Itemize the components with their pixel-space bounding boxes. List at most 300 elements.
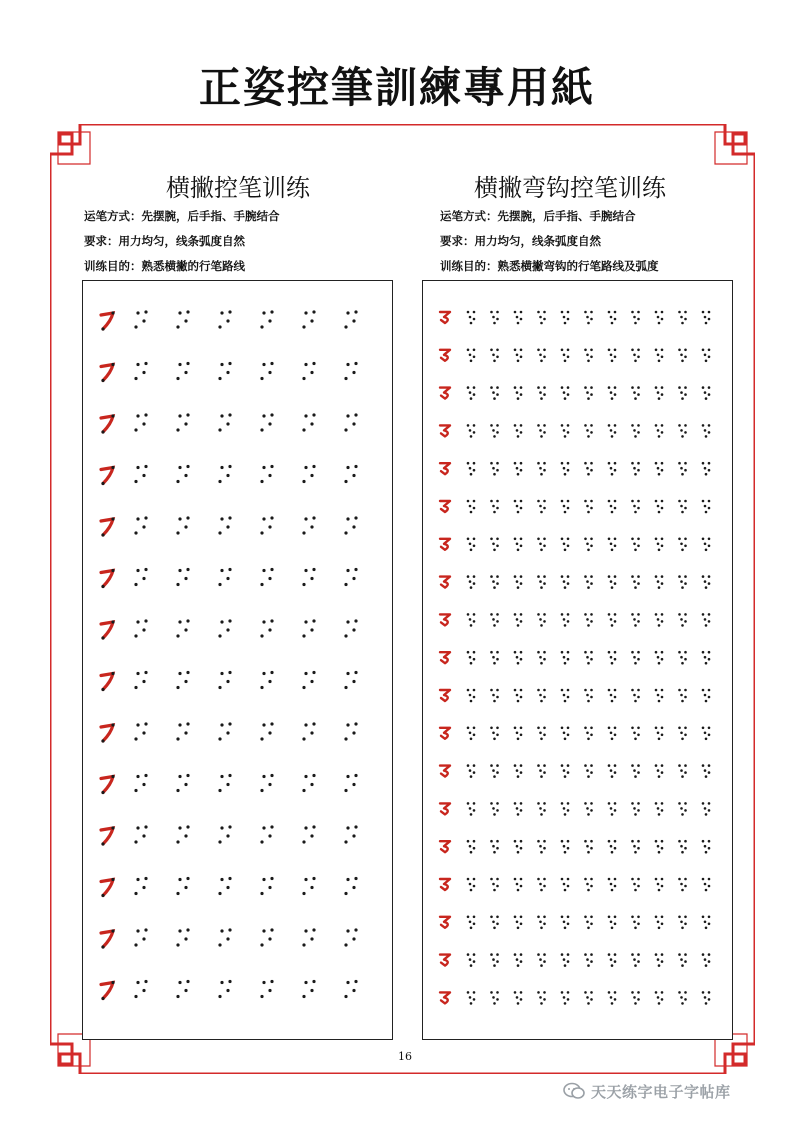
dot-guide [514,613,523,627]
dot-guide [490,727,499,741]
practice-row [440,953,710,967]
dot-guide [608,500,617,514]
practice-row [440,462,710,476]
dot-guide [537,462,546,476]
dot-guide [537,916,546,930]
dot-guide [537,840,546,854]
dot-guide [608,727,617,741]
traced-stroke [440,388,450,399]
dot-guide [608,538,617,552]
dot-guide [655,386,664,400]
dot-guide [561,386,570,400]
dot-guide [134,825,147,843]
dot-guide [302,774,315,792]
dot-guide [302,568,315,586]
dot-guide [584,727,593,741]
dot-guide [631,349,640,363]
traced-stroke [101,571,113,587]
dot-guide [537,613,546,627]
traced-stroke [440,917,450,928]
dot-guide [702,840,711,854]
dot-guide [702,349,711,363]
dot-guide [176,362,189,380]
dot-guide [514,311,523,325]
traced-stroke [101,828,113,844]
dot-guide [561,953,570,967]
dot-guide [561,764,570,778]
dot-guide [490,991,499,1005]
dot-guide [467,991,476,1005]
dot-guide [584,500,593,514]
dot-guide [260,310,273,328]
dot-guide [631,462,640,476]
dot-guide [702,613,711,627]
dot-guide [302,825,315,843]
left-practice-box [82,280,393,1040]
dot-guide [537,311,546,325]
dot-guide [218,980,231,998]
dot-guide [631,689,640,703]
traced-stroke [440,463,450,474]
dot-guide [467,727,476,741]
dot-guide [134,568,147,586]
dot-guide [537,727,546,741]
dot-guide [176,465,189,483]
dot-guide [344,877,357,895]
dot-guide [490,840,499,854]
dot-guide [467,764,476,778]
dot-guide [561,991,570,1005]
dot-guide [467,613,476,627]
dot-guide [218,516,231,534]
dot-guide [584,311,593,325]
dot-guide [134,516,147,534]
dot-guide [514,424,523,438]
dot-guide [218,310,231,328]
dot-guide [584,538,593,552]
dot-guide [608,651,617,665]
traced-stroke [440,425,450,436]
dot-guide [344,722,357,740]
dot-guide [584,424,593,438]
watermark [563,1080,731,1102]
dot-guide [467,840,476,854]
dot-guide [655,840,664,854]
dot-guide [514,462,523,476]
dot-guide [490,689,499,703]
dot-guide [631,991,640,1005]
traced-stroke [101,725,113,741]
dot-guide [490,764,499,778]
dot-guide [490,386,499,400]
dot-guide [218,568,231,586]
dot-guide [608,916,617,930]
dot-guide [631,500,640,514]
dot-guide [678,727,687,741]
dot-guide [678,538,687,552]
dot-guide [631,613,640,627]
dot-guide [490,462,499,476]
dot-guide [561,840,570,854]
traced-stroke [440,803,450,814]
dot-guide [702,651,711,665]
dot-guide [702,764,711,778]
dot-guide [537,651,546,665]
left-info-method: 运笔方式：先摆腕，后手指、手腕结合 [84,209,280,223]
dot-guide [702,500,711,514]
right-practice-grid [423,281,734,1041]
dot-guide [260,516,273,534]
dot-guide [631,424,640,438]
dot-guide [678,349,687,363]
dot-guide [561,462,570,476]
dot-guide [537,802,546,816]
dot-guide [702,538,711,552]
dot-guide [584,462,593,476]
dot-guide [584,575,593,589]
dot-guide [467,878,476,892]
dot-guide [467,802,476,816]
dot-guide [537,689,546,703]
dot-guide [344,825,357,843]
dot-guide [260,362,273,380]
practice-row [440,613,710,627]
dot-guide [260,774,273,792]
dot-guide [134,362,147,380]
dot-guide [702,575,711,589]
dot-guide [655,953,664,967]
practice-row [440,575,710,589]
dot-guide [134,877,147,895]
traced-stroke [101,416,113,432]
watermark-text: 天天练字电子字帖库 [591,1082,731,1101]
dot-guide [678,651,687,665]
practice-row [101,774,358,794]
dot-guide [514,840,523,854]
dot-guide [467,651,476,665]
dot-guide [584,840,593,854]
traced-stroke [440,879,450,890]
dot-guide [537,386,546,400]
dot-guide [537,764,546,778]
dot-guide [584,764,593,778]
dot-guide [218,722,231,740]
dot-guide [655,311,664,325]
dot-guide [467,349,476,363]
dot-guide [218,362,231,380]
dot-guide [260,465,273,483]
dot-guide [702,916,711,930]
dot-guide [655,727,664,741]
practice-row [440,727,710,741]
dot-guide [302,928,315,946]
dot-guide [302,980,315,998]
chat-bubble-icon [563,1082,585,1100]
dot-guide [302,310,315,328]
traced-stroke [440,728,450,739]
dot-guide [134,980,147,998]
dot-guide [490,651,499,665]
dot-guide [176,516,189,534]
dot-guide [218,825,231,843]
traced-stroke [440,652,450,663]
practice-row [101,310,358,330]
dot-guide [490,802,499,816]
dot-guide [702,689,711,703]
dot-guide [561,651,570,665]
dot-guide [537,878,546,892]
dot-guide [702,727,711,741]
dot-guide [218,619,231,637]
traced-stroke [440,577,450,588]
dot-guide [134,722,147,740]
practice-row [101,722,358,742]
dot-guide [655,424,664,438]
dot-guide [490,953,499,967]
dot-guide [218,465,231,483]
dot-guide [584,349,593,363]
dot-guide [608,613,617,627]
dot-guide [678,991,687,1005]
traced-stroke [101,519,113,535]
dot-guide [561,689,570,703]
dot-guide [678,953,687,967]
dot-guide [702,878,711,892]
dot-guide [608,689,617,703]
dot-guide [514,764,523,778]
practice-row [440,311,710,325]
right-info-requirement: 要求：用力均匀，线条弧度自然 [440,234,601,248]
traced-stroke [440,766,450,777]
dot-guide [584,613,593,627]
dot-guide [678,500,687,514]
dot-guide [467,424,476,438]
dot-guide [218,413,231,431]
dot-guide [678,311,687,325]
practice-row [101,825,358,845]
dot-guide [302,671,315,689]
dot-guide [631,802,640,816]
dot-guide [176,825,189,843]
practice-row [440,916,710,930]
dot-guide [302,619,315,637]
dot-guide [608,424,617,438]
dot-guide [631,575,640,589]
dot-guide [344,671,357,689]
traced-stroke [440,690,450,701]
dot-guide [608,991,617,1005]
dot-guide [702,424,711,438]
dot-guide [490,613,499,627]
dot-guide [608,840,617,854]
practice-row [440,424,710,438]
practice-row [440,538,710,552]
dot-guide [561,916,570,930]
dot-guide [134,413,147,431]
traced-stroke [440,614,450,625]
dot-guide [176,980,189,998]
traced-stroke [101,674,113,690]
right-info-purpose: 训练目的：熟悉横撇弯钩的行笔路线及弧度 [440,259,659,273]
left-info-purpose: 训练目的：熟悉横撇的行笔路线 [84,259,245,273]
dot-guide [678,878,687,892]
practice-row [101,465,358,485]
dot-guide [490,916,499,930]
dot-guide [537,349,546,363]
dot-guide [678,802,687,816]
traced-stroke [101,880,113,896]
traced-stroke [101,468,113,484]
dot-guide [608,953,617,967]
dot-guide [490,538,499,552]
dot-guide [134,928,147,946]
dot-guide [260,980,273,998]
practice-row [101,362,358,382]
traced-stroke [440,955,450,966]
dot-guide [631,727,640,741]
dot-guide [608,802,617,816]
traced-stroke [440,312,450,323]
dot-guide [467,575,476,589]
dot-guide [608,311,617,325]
dot-guide [514,802,523,816]
practice-row [440,651,710,665]
dot-guide [344,980,357,998]
dot-guide [561,424,570,438]
practice-row [101,568,358,588]
dot-guide [561,613,570,627]
dot-guide [537,538,546,552]
dot-guide [490,311,499,325]
dot-guide [344,516,357,534]
dot-guide [655,689,664,703]
dot-guide [584,916,593,930]
dot-guide [302,516,315,534]
right-practice-box [422,280,733,1040]
dot-guide [608,878,617,892]
dot-guide [655,462,664,476]
traced-stroke [440,841,450,852]
practice-row [101,619,358,639]
dot-guide [467,386,476,400]
dot-guide [655,991,664,1005]
dot-guide [561,575,570,589]
practice-row [440,802,710,816]
dot-guide [608,462,617,476]
dot-guide [260,619,273,637]
dot-guide [344,310,357,328]
dot-guide [561,311,570,325]
dot-guide [702,311,711,325]
traced-stroke [440,501,450,512]
dot-guide [490,349,499,363]
dot-guide [344,928,357,946]
dot-guide [678,424,687,438]
dot-guide [584,878,593,892]
dot-guide [631,651,640,665]
dot-guide [467,916,476,930]
practice-row [440,991,710,1005]
dot-guide [260,825,273,843]
dot-guide [537,500,546,514]
dot-guide [467,689,476,703]
dot-guide [302,877,315,895]
dot-guide [490,500,499,514]
page-number: 16 [398,1050,412,1063]
dot-guide [631,840,640,854]
dot-guide [260,671,273,689]
dot-guide [584,802,593,816]
practice-row [101,516,358,536]
dot-guide [702,991,711,1005]
dot-guide [537,424,546,438]
dot-guide [176,722,189,740]
dot-guide [655,538,664,552]
traced-stroke [440,539,450,550]
dot-guide [344,413,357,431]
dot-guide [302,722,315,740]
dot-guide [260,928,273,946]
traced-stroke [440,350,450,361]
dot-guide [176,877,189,895]
dot-guide [514,991,523,1005]
traced-stroke [101,313,113,329]
practice-row [440,689,710,703]
dot-guide [490,424,499,438]
dot-guide [655,764,664,778]
dot-guide [176,413,189,431]
practice-row [440,349,710,363]
dot-guide [702,953,711,967]
left-panel-heading: 横撇控笔训练 [166,174,310,202]
dot-guide [514,386,523,400]
dot-guide [467,500,476,514]
dot-guide [344,362,357,380]
dot-guide [490,575,499,589]
dot-guide [655,651,664,665]
dot-guide [134,310,147,328]
dot-guide [344,465,357,483]
dot-guide [537,991,546,1005]
dot-guide [260,877,273,895]
dot-guide [631,311,640,325]
dot-guide [678,916,687,930]
dot-guide [584,386,593,400]
dot-guide [467,311,476,325]
dot-guide [702,462,711,476]
dot-guide [608,575,617,589]
dot-guide [260,568,273,586]
dot-guide [490,878,499,892]
dot-guide [514,727,523,741]
dot-guide [608,349,617,363]
practice-row [101,980,358,1000]
practice-row [101,928,358,948]
dot-guide [514,651,523,665]
dot-guide [537,575,546,589]
dot-guide [218,877,231,895]
dot-guide [134,671,147,689]
dot-guide [467,462,476,476]
dot-guide [655,500,664,514]
left-practice-grid [83,281,394,1041]
practice-row [440,764,710,778]
dot-guide [678,764,687,778]
dot-guide [584,689,593,703]
traced-stroke [101,622,113,638]
dot-guide [584,651,593,665]
dot-guide [514,953,523,967]
